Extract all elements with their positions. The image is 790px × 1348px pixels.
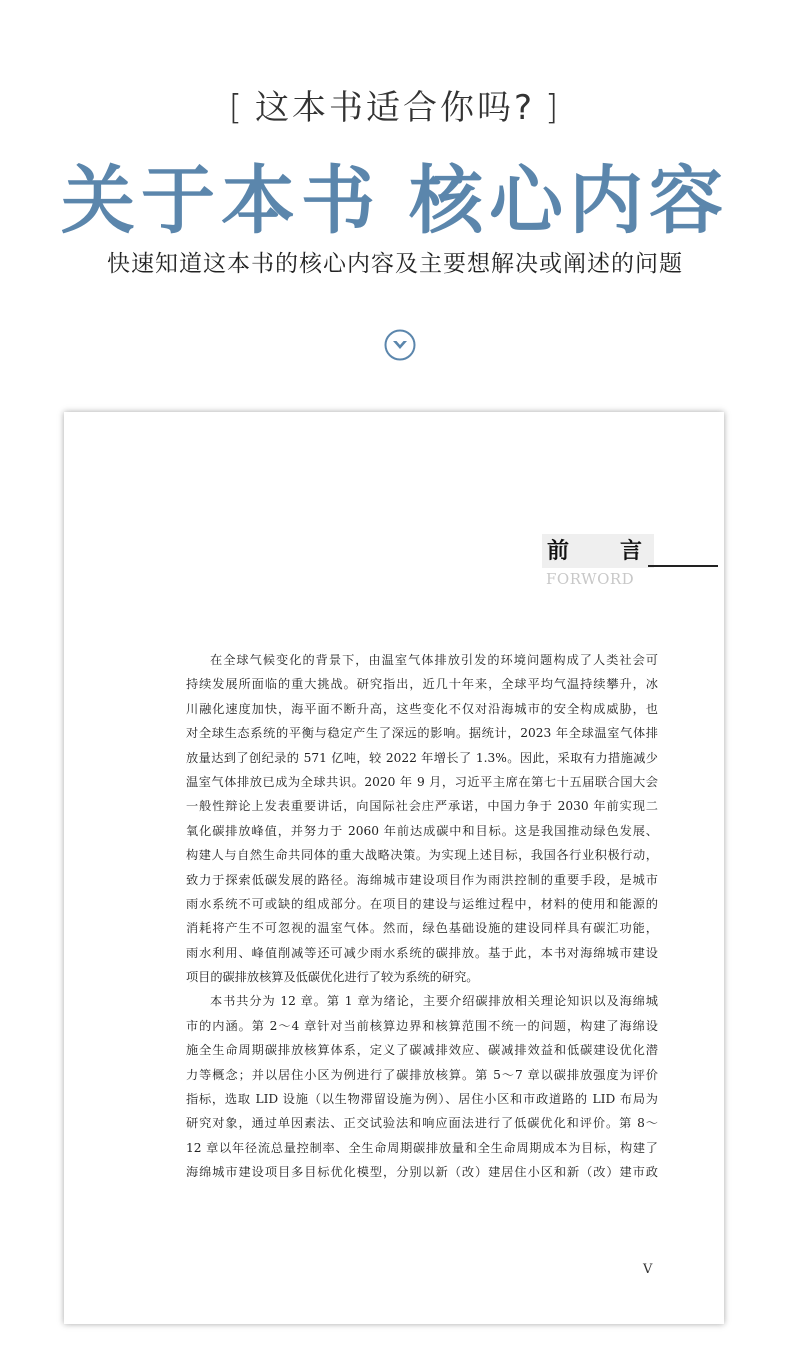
subtitle: 快速知道这本书的核心内容及主要想解决或阐述的问题 [107, 251, 683, 277]
text-line: 雨水系统不可或缺的组成部分。在项目的建设与运维过程中，材料的使用和能源的 [186, 896, 658, 911]
preface-body [186, 648, 658, 1185]
text-line: 放量达到了创纪录的 571 亿吨，较 2022 年增长了 1.3%。因此，采取有力措施减少 [186, 750, 658, 765]
preface-subtitle: FORWORD [546, 570, 635, 588]
bracket-right: ] [545, 88, 562, 128]
preface-char-1: 前 [547, 538, 570, 564]
text-line: 温室气体排放已成为全球共识。2020 年 9 月，习近平主席在第七十五届联合国大会 [186, 774, 658, 789]
text-line: 项目的碳排放核算及低碳优化进行了较为系统的研究。 [186, 970, 479, 985]
question-heading [0, 80, 790, 129]
preface-char-2: 言 [620, 538, 643, 564]
text-line: 雨水利用、峰值削减等还可减少雨水系统的碳排放。基于此，本书对海绵城市建设 [186, 945, 658, 960]
text-line: 消耗将产生不可忽视的温室气体。然而，绿色基础设施的建设同样具有碳汇功能， [186, 921, 658, 936]
text-line: 川融化速度加快，海平面不断升高，这些变化不仅对沿海城市的安全构成威胁，也 [186, 701, 658, 716]
text-line: 12 章以年径流总量控制率、全生命周期碳排放量和全生命周期成本为目标，构建了 [186, 1140, 658, 1155]
text-line: 海绵城市建设项目多目标优化模型，分别以新（改）建居住小区和新（改）建市政 [186, 1165, 658, 1180]
paragraph-1 [186, 648, 658, 989]
page-number: V [643, 1262, 653, 1277]
question-text: 这本书适合你吗? [254, 88, 536, 128]
text-line: 构建人与自然生命共同体的重大战略决策。为实现上述目标，我国各行业积极行动， [186, 848, 658, 863]
text-line: 氧化碳排放峰值，并努力于 2060 年前达成碳中和目标。这是我国推动绿色发展、 [186, 823, 658, 838]
chevron-down-circle-icon [384, 329, 416, 361]
preface-underline [648, 565, 718, 567]
text-line: 指标，选取 LID 设施（以生物滞留设施为例）、居住小区和市政道路的 LID 布局为 [186, 1092, 658, 1107]
text-line: 致力于探索低碳发展的路径。海绵城市建设项目作为雨洪控制的重要手段，是城市 [186, 872, 658, 887]
book-page [64, 412, 724, 1324]
main-title-part2: 核心内容 [409, 158, 729, 244]
text-line: 力等概念；并以居住小区为例进行了碳排放核算。第 5～7 章以碳排放强度为评价 [186, 1067, 658, 1082]
main-title-part1: 关于本书 [61, 158, 381, 244]
main-title [0, 142, 790, 248]
preface-title [542, 534, 654, 568]
text-line: 市的内涵。第 2～4 章针对当前核算边界和核算范围不统一的问题，构建了海绵设 [186, 1018, 658, 1033]
text-line: 本书共分为 12 章。第 1 章为绪论，主要介绍碳排放相关理论知识以及海绵城 [210, 994, 658, 1009]
text-line: 研究对象，通过单因素法、正交试验法和响应面法进行了低碳优化和评价。第 8～ [186, 1116, 658, 1131]
text-line: 施全生命周期碳排放核算体系，定义了碳减排效应、碳减排效益和低碳建设优化潜 [186, 1043, 658, 1058]
text-line: 一般性辩论上发表重要讲话，向国际社会庄严承诺，中国力争于 2030 年前实现二 [186, 799, 658, 814]
text-line: 对全球生态系统的平衡与稳定产生了深远的影响。据统计，2023 年全球温室气体排 [186, 726, 658, 741]
bracket-left: [ [228, 88, 245, 128]
text-line: 在全球气候变化的背景下，由温室气体排放引发的环境问题构成了人类社会可 [210, 653, 658, 667]
text-line: 持续发展所面临的重大挑战。研究指出，近几十年来，全球平均气温持续攀升，冰 [186, 677, 658, 692]
header-section [0, 0, 790, 410]
paragraph-2 [186, 989, 658, 1184]
